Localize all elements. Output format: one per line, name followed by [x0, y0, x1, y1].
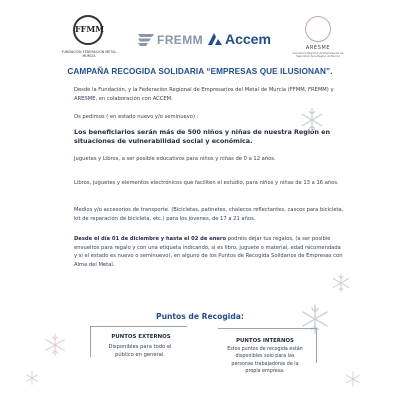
logo-row	[58, 14, 348, 64]
snowflake-icon	[24, 370, 40, 386]
aresme-logo	[288, 16, 348, 60]
fremm-logo-text: FREMM	[157, 33, 203, 47]
dates-paragraph	[74, 235, 344, 269]
fremm-logo-icon	[138, 34, 154, 46]
request-line: Os pedimos ( en estado nuevo y/o seminuevo) :	[74, 114, 199, 120]
aresme-logo-text: ARESME	[305, 45, 331, 51]
aresme-logo-emblem	[305, 16, 331, 42]
item-toys: Juguetes y Libros, a ser posible educativos para niños y niñas de 0 a 12 años.	[74, 156, 276, 162]
collection-points-title: Puntos de Recogida:	[156, 312, 244, 321]
internal-points-title: PUNTOS INTERNOS	[236, 338, 294, 344]
snowflake-icon	[344, 370, 362, 388]
dates-highlight: Desde el día 01 de diciembre y hasta el 02 de enero	[74, 236, 227, 242]
snowflake-icon	[298, 106, 326, 134]
item-transport: Medios y/o accesorios de transporte. (Bicicletas, patinetes, chalecos reflectantes, cascos para bicicleta, kit de reparación de bicicleta, etc.) para los jóvenes, de 17 a 21 años.	[74, 207, 344, 222]
beneficiaries-paragraph: Los beneficiarios serán más de 500 niños y niñas de nuestra Región en situaciones de vulnerabilidad social y económica.	[74, 128, 331, 146]
intro-paragraph: Desde la Fundación, y la Federación Regional de Empresarios del Metal de Murcia (FFMM, FREMM) y ARESME, en colaboración con ACCEM.	[74, 87, 334, 102]
aresme-logo-subtitle: Asociación Regional de Empresarios de Seguridad de la Región de Murcia	[292, 52, 344, 58]
external-points-description	[90, 343, 190, 359]
ffmm-logo-text: FFMM	[75, 24, 105, 34]
accem-logo-icon	[208, 33, 222, 45]
accem-logo-text: Accem	[225, 31, 271, 47]
internal-points-line: disponibles solo para las	[235, 354, 295, 360]
external-points-line: Disponibles para todo el	[108, 344, 172, 350]
internal-points-line: propia empresa.	[245, 369, 285, 375]
dates-rest: podréis dejar tus regalos, (a ser posible envueltos para regalo y con una etiqueta indicando, si es libro, juguete o material, edad recomendada y si el estado es nuevo o seminuevo), en alguno de los Puntos de Recogida Solidarios de Empresas con Alma del Metal.	[74, 236, 343, 268]
page-title: CAMPAÑA RECOGIDA SOLIDARIA “EMPRESAS QUE ILUSIONAN”.	[67, 67, 333, 76]
external-points-title: PUNTOS EXTERNOS	[111, 334, 171, 340]
snowflake-icon	[330, 272, 352, 294]
item-books: Libros, juguetes y elementos electrónicos que faciliten el estudio, para niños y niñas de 13 a 16 años.	[74, 180, 339, 186]
ffmm-logo	[58, 14, 120, 64]
external-points-line: público en general.	[115, 352, 165, 358]
internal-points-description	[212, 346, 318, 376]
snowflake-icon	[42, 332, 68, 358]
internal-points-line: personas trabajadoras de la	[231, 361, 299, 367]
internal-points-line: Estos puntos de recogida están	[227, 347, 303, 352]
ffmm-logo-caption: FUNDACIÓN FEDERACIÓN METAL MURCIA	[61, 50, 117, 58]
